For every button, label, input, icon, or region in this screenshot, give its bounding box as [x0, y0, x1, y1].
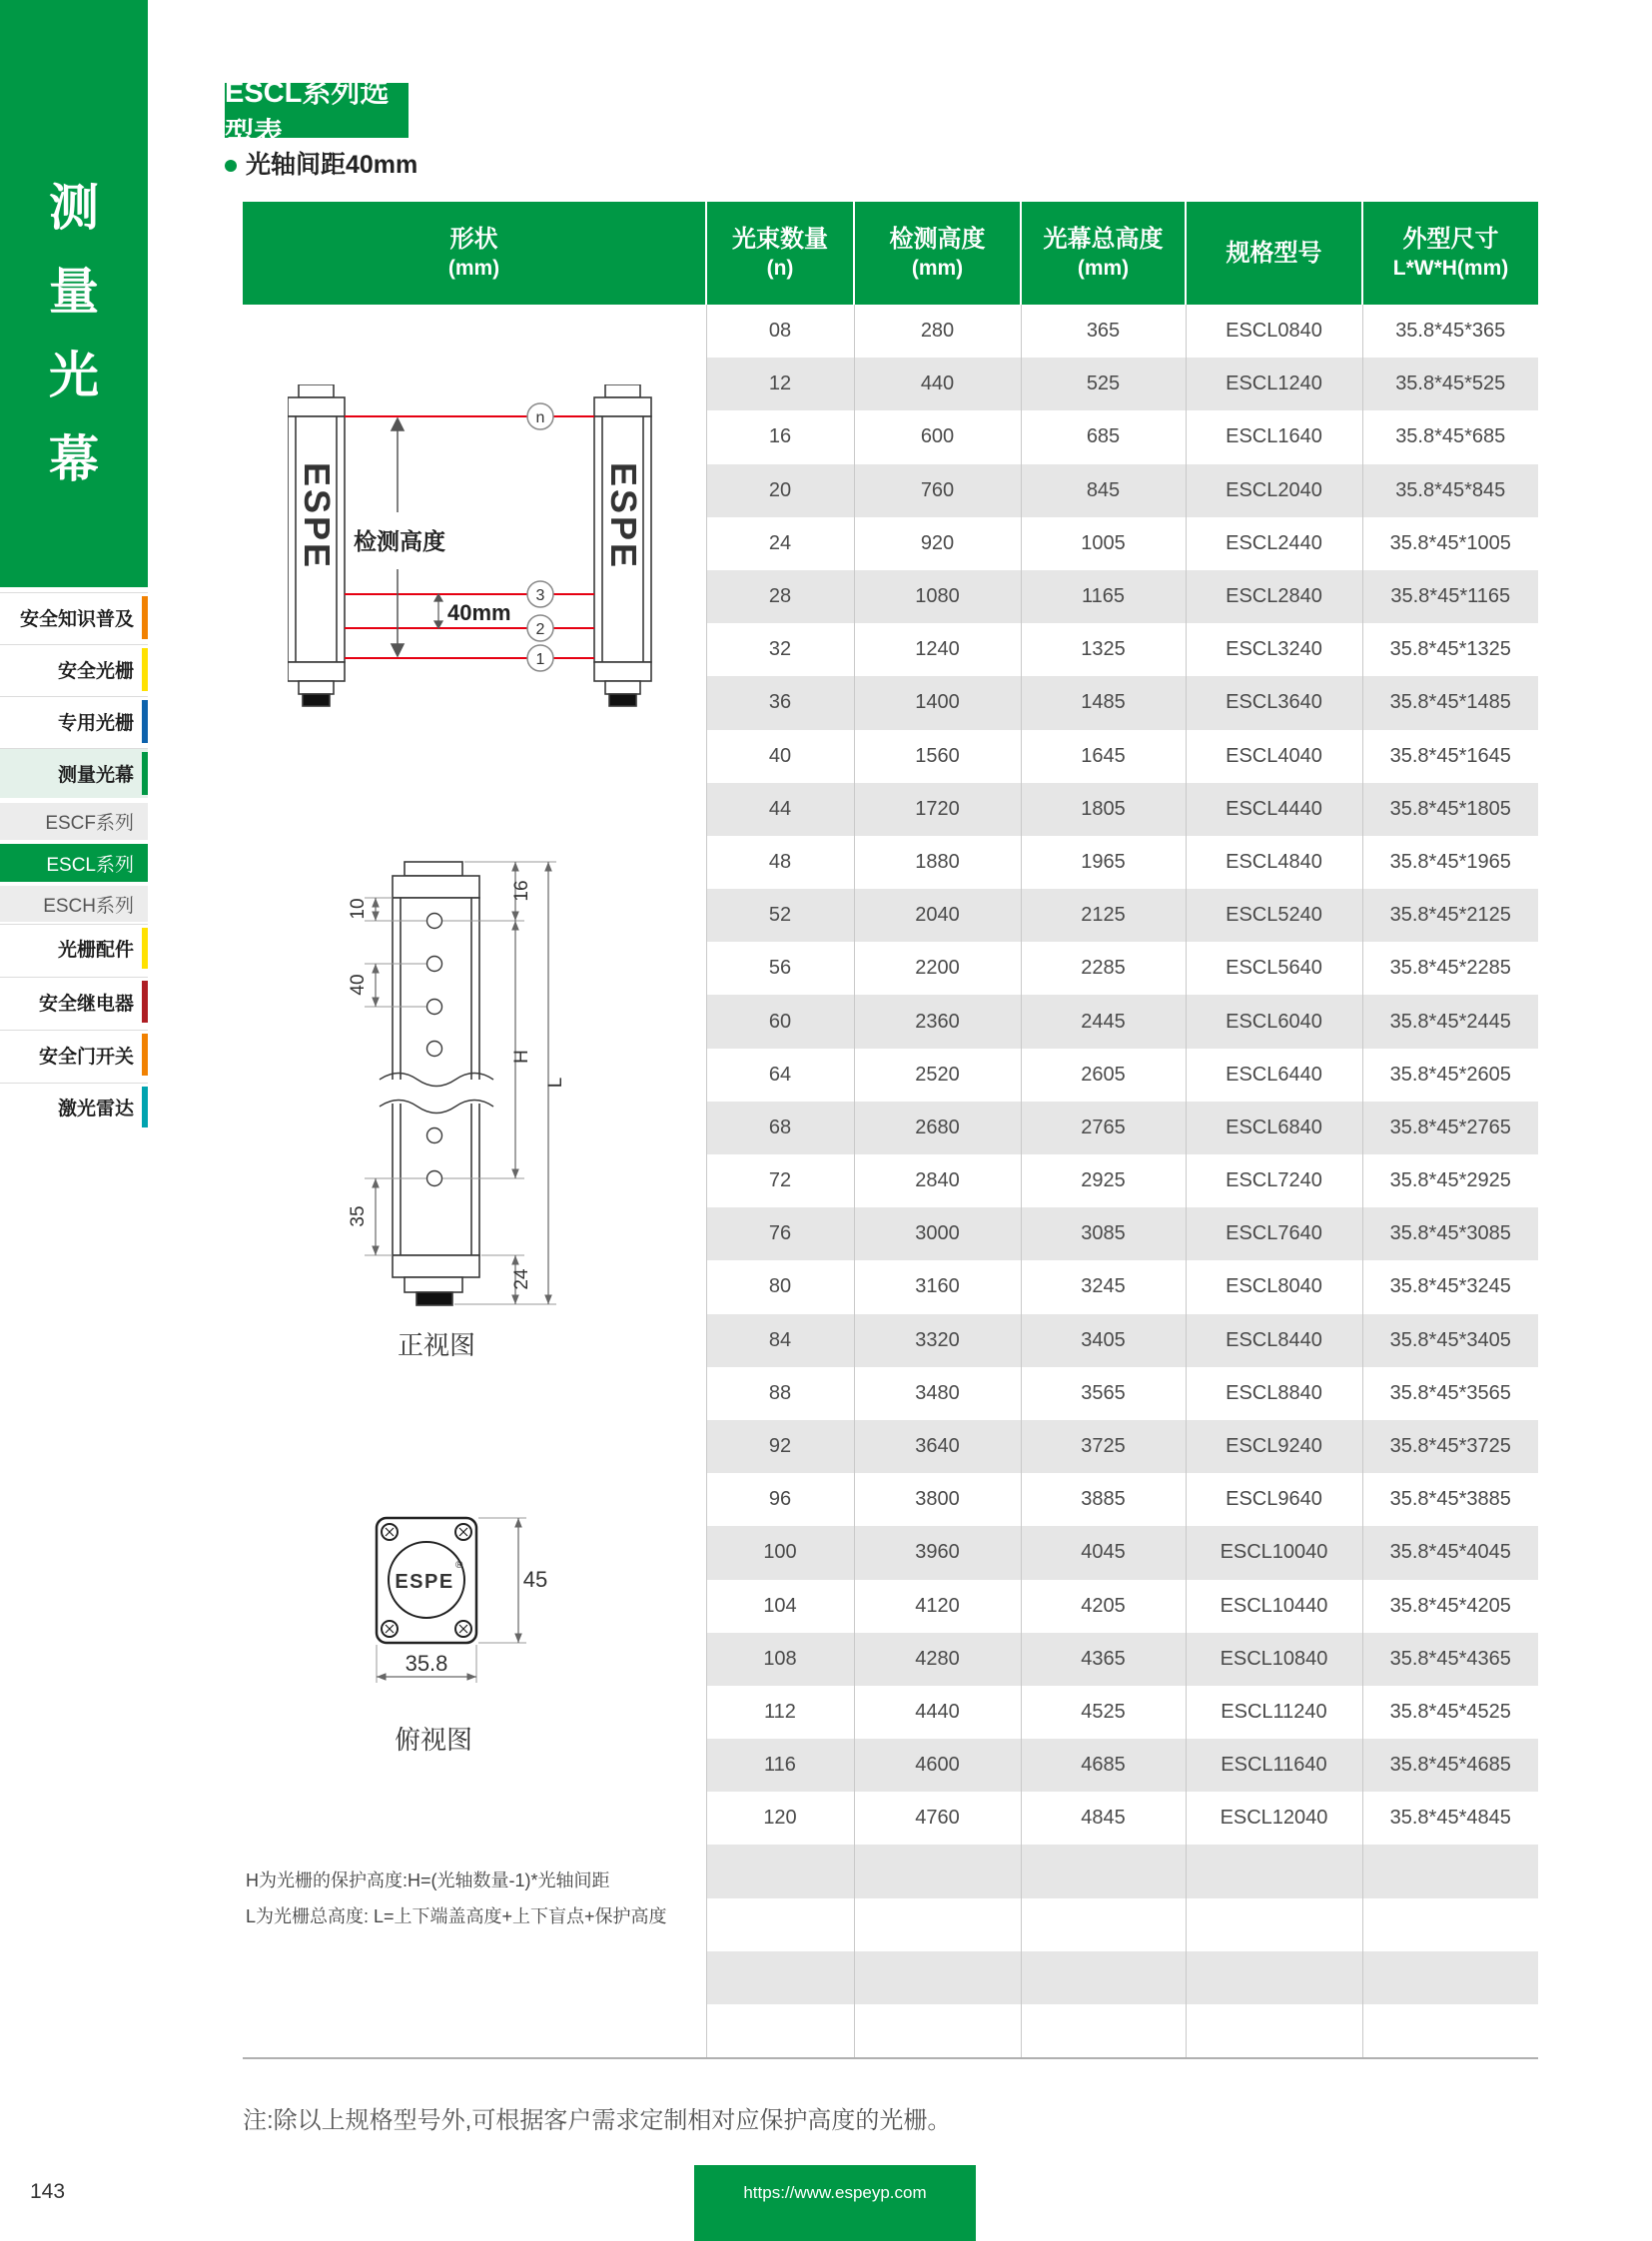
accent-bar: [142, 981, 148, 1023]
table-cell: 35.8*45*1965: [1362, 836, 1538, 889]
table-cell: 35.8*45*2125: [1362, 889, 1538, 942]
table-header-row: [243, 202, 1538, 305]
sidebar-item-光栅配件[interactable]: [0, 924, 148, 972]
table-cell: 35.8*45*845: [1362, 464, 1538, 517]
sidebar-item-激光雷达[interactable]: [0, 1083, 148, 1130]
table-cell: 116: [706, 1739, 854, 1792]
table-cell: [706, 1951, 854, 2004]
table-cell: ESCL4440: [1186, 783, 1362, 836]
table-cell: 4280: [854, 1633, 1021, 1686]
table-cell: 4120: [854, 1580, 1021, 1633]
table-cell: ESCL11240: [1186, 1686, 1362, 1739]
table-cell: ESCL0840: [1186, 305, 1362, 358]
vertical-title-char: 量: [49, 264, 99, 320]
table-cell: [854, 1951, 1021, 2004]
table-cell: 35.8*45*3085: [1362, 1207, 1538, 1260]
table-cell: 2125: [1021, 889, 1186, 942]
table-cell: [706, 1898, 854, 1951]
table-cell: 52: [706, 889, 854, 942]
table-cell: 35.8*45*525: [1362, 358, 1538, 410]
table-cell: 16: [706, 410, 854, 463]
table-cell: 96: [706, 1473, 854, 1526]
note-h: H为光栅的保护高度:H=(光轴数量-1)*光轴间距: [246, 1870, 610, 1890]
table-cell: 35.8*45*2605: [1362, 1049, 1538, 1102]
table-cell: 35.8*45*3245: [1362, 1260, 1538, 1313]
table-cell: ESCL2040: [1186, 464, 1362, 517]
brand-text-right: ESPE: [603, 462, 644, 571]
table-cell: 35.8*45*2445: [1362, 995, 1538, 1048]
table-cell: 3245: [1021, 1260, 1186, 1313]
dim-35-8: 35.8: [405, 1651, 448, 1676]
table-cell: [1362, 1951, 1538, 2004]
table-cell: 35.8*45*365: [1362, 305, 1538, 358]
table-cell: 3085: [1021, 1207, 1186, 1260]
brand-logo-text: ESPE: [395, 1571, 454, 1593]
table-cell: [1186, 1845, 1362, 1897]
selection-table: [243, 202, 1538, 2059]
col-header-model: 规格型号: [1186, 202, 1362, 305]
table-cell: [1362, 1898, 1538, 1951]
table-cell: 88: [706, 1367, 854, 1420]
accent-bar: [142, 1087, 148, 1127]
table-cell: ESCL11640: [1186, 1739, 1362, 1792]
sidebar-item-ESCH系列[interactable]: [0, 886, 148, 922]
front-view-caption: 正视图: [397, 1330, 476, 1360]
sidebar-item-label: ESCH系列: [43, 895, 134, 917]
table-cell: 2200: [854, 942, 1021, 995]
dim-10: 10: [348, 898, 369, 920]
table-cell: 1485: [1021, 676, 1186, 729]
note-l: L为光栅总高度: L=上下端盖高度+上下盲点+保护高度: [246, 1906, 667, 1926]
sidebar-item-label: 安全光栅: [57, 661, 134, 682]
accent-bar: [142, 928, 148, 969]
accent-bar: [142, 752, 148, 795]
dim-35: 35: [348, 1205, 369, 1227]
brand-text-left: ESPE: [297, 462, 338, 571]
table-cell: 44: [706, 783, 854, 836]
col-header-beam-count: 光束数量 (n): [706, 202, 854, 305]
col-header-total-height: 光幕总高度 (mm): [1021, 202, 1186, 305]
table-cell: 80: [706, 1260, 854, 1313]
sidebar-vertical-title: [0, 180, 148, 487]
table-cell: 120: [706, 1792, 854, 1845]
table-cell: 35.8*45*4525: [1362, 1686, 1538, 1739]
sidebar-item-label: 安全门开关: [38, 1046, 134, 1068]
table-cell: 4440: [854, 1686, 1021, 1739]
table-cell: 28: [706, 570, 854, 623]
dim-40: 40: [348, 974, 369, 996]
table-cell: 104: [706, 1580, 854, 1633]
col-header-detection-height: 检测高度 (mm): [854, 202, 1021, 305]
table-cell: [1021, 1898, 1186, 1951]
table-cell: 920: [854, 517, 1021, 570]
pitch-label: 40mm: [447, 600, 511, 625]
table-cell: 2925: [1021, 1154, 1186, 1207]
table-cell: 365: [1021, 305, 1186, 358]
table-cell: 3725: [1021, 1420, 1186, 1473]
table-cell: 64: [706, 1049, 854, 1102]
table-cell: 1965: [1021, 836, 1186, 889]
table-cell: 4365: [1021, 1633, 1186, 1686]
table-cell: [1021, 1951, 1186, 2004]
shape-diagram-cell: [243, 305, 706, 2058]
table-cell: ESCL4040: [1186, 730, 1362, 783]
table-cell: 1165: [1021, 570, 1186, 623]
table-cell: ESCL2440: [1186, 517, 1362, 570]
table-cell: 2360: [854, 995, 1021, 1048]
table-cell: 60: [706, 995, 854, 1048]
dim-45: 45: [522, 1567, 548, 1592]
table-cell: 35.8*45*4685: [1362, 1739, 1538, 1792]
table-cell: ESCL12040: [1186, 1792, 1362, 1845]
table-cell: 24: [706, 517, 854, 570]
sidebar-item-label: 专用光栅: [57, 713, 134, 734]
table-cell: 4600: [854, 1739, 1021, 1792]
table-cell: ESCL5240: [1186, 889, 1362, 942]
website-link[interactable]: https://www.espeyp.com: [743, 2183, 927, 2202]
table-cell: 100: [706, 1526, 854, 1579]
table-cell: ESCL1240: [1186, 358, 1362, 410]
dim-24: 24: [511, 1268, 532, 1290]
table-cell: 3320: [854, 1314, 1021, 1367]
sidebar-item-label: ESCL系列: [46, 854, 134, 876]
table-cell: 4045: [1021, 1526, 1186, 1579]
table-cell: 35.8*45*1805: [1362, 783, 1538, 836]
table-cell: 56: [706, 942, 854, 995]
table-cell: 685: [1021, 410, 1186, 463]
table-cell: ESCL10840: [1186, 1633, 1362, 1686]
table-cell: 35.8*45*4365: [1362, 1633, 1538, 1686]
table-cell: 3800: [854, 1473, 1021, 1526]
table-cell: 3960: [854, 1526, 1021, 1579]
accent-bar: [142, 700, 148, 743]
col-header-dimensions: 外型尺寸 L*W*H(mm): [1362, 202, 1538, 305]
table-cell: 3160: [854, 1260, 1021, 1313]
table-cell: 08: [706, 305, 854, 358]
table-cell: 36: [706, 676, 854, 729]
table-cell: 3405: [1021, 1314, 1186, 1367]
table-cell: ESCL7240: [1186, 1154, 1362, 1207]
page-number: 143: [30, 2180, 66, 2203]
table-cell: 440: [854, 358, 1021, 410]
table-cell: [1186, 2004, 1362, 2058]
table-cell: 32: [706, 623, 854, 676]
table-cell: 112: [706, 1686, 854, 1739]
height-formula-notes: [246, 1863, 705, 1934]
table-cell: 600: [854, 410, 1021, 463]
table-cell: 4525: [1021, 1686, 1186, 1739]
sidebar-item-ESCL系列[interactable]: [0, 844, 148, 882]
table-cell: ESCL3640: [1186, 676, 1362, 729]
table-cell: 525: [1021, 358, 1186, 410]
table-cell: 35.8*45*3405: [1362, 1314, 1538, 1367]
table-cell: ESCL6040: [1186, 995, 1362, 1048]
pitch-dimension: [434, 594, 442, 628]
table-cell: 1240: [854, 623, 1021, 676]
table-cell: ESCL8440: [1186, 1314, 1362, 1367]
table-cell: 2840: [854, 1154, 1021, 1207]
axis-pitch-subtitle: 光轴间距40mm: [246, 151, 418, 179]
sidebar-item-label: ESCF系列: [45, 813, 134, 834]
table-cell: 35.8*45*2765: [1362, 1102, 1538, 1154]
table-cell: ESCL5640: [1186, 942, 1362, 995]
table-cell: 12: [706, 358, 854, 410]
sidebar-item-专用光栅[interactable]: [0, 696, 148, 746]
table-cell: ESCL6840: [1186, 1102, 1362, 1154]
table-cell: 3000: [854, 1207, 1021, 1260]
table-cell: ESCL3240: [1186, 623, 1362, 676]
table-cell: [1186, 1898, 1362, 1951]
vertical-title-char: 光: [49, 348, 99, 403]
sidebar-item-ESCF系列[interactable]: [0, 803, 148, 840]
table-cell: 4685: [1021, 1739, 1186, 1792]
table-cell: 1005: [1021, 517, 1186, 570]
table-cell: 2605: [1021, 1049, 1186, 1102]
accent-bar: [142, 1034, 148, 1076]
table-cell: 3565: [1021, 1367, 1186, 1420]
table-cell: 2680: [854, 1102, 1021, 1154]
dim-L: L: [545, 1077, 566, 1089]
accent-bar: [142, 596, 148, 639]
table-cell: 48: [706, 836, 854, 889]
table-cell: 35.8*45*1005: [1362, 517, 1538, 570]
table-cell: 1805: [1021, 783, 1186, 836]
sidebar-item-label: 光栅配件: [57, 940, 134, 961]
table-cell: 1560: [854, 730, 1021, 783]
svg-text:n: n: [535, 409, 545, 426]
table-cell: 1880: [854, 836, 1021, 889]
sidebar-item-label: 激光雷达: [57, 1099, 134, 1120]
table-cell: 35.8*45*3565: [1362, 1367, 1538, 1420]
table-cell: 4845: [1021, 1792, 1186, 1845]
table-cell: ESCL7640: [1186, 1207, 1362, 1260]
top-view-caption: 俯视图: [394, 1725, 473, 1755]
table-cell: [706, 1845, 854, 1897]
sidebar-item-安全门开关[interactable]: [0, 1030, 148, 1079]
table-cell: [1021, 1845, 1186, 1897]
table-cell: [1362, 1845, 1538, 1897]
table-cell: ESCL1640: [1186, 410, 1362, 463]
table-cell: 35.8*45*4045: [1362, 1526, 1538, 1579]
reg-mark: ®: [455, 1560, 463, 1571]
custom-order-note: 注:除以上规格型号外,可根据客户需求定制相对应保护高度的光栅。: [243, 2107, 952, 2134]
table-cell: 1720: [854, 783, 1021, 836]
table-cell: ESCL8040: [1186, 1260, 1362, 1313]
table-cell: 84: [706, 1314, 854, 1367]
vertical-title-char: 幕: [49, 431, 99, 487]
table-cell: 35.8*45*3885: [1362, 1473, 1538, 1526]
footer-banner: [694, 2165, 976, 2241]
table-cell: 35.8*45*1485: [1362, 676, 1538, 729]
table-cell: 760: [854, 464, 1021, 517]
table-cell: 35.8*45*1645: [1362, 730, 1538, 783]
table-cell: 4760: [854, 1792, 1021, 1845]
table-cell: 35.8*45*2925: [1362, 1154, 1538, 1207]
table-cell: ESCL9640: [1186, 1473, 1362, 1526]
table-cell: [706, 2004, 854, 2058]
table-cell: 2285: [1021, 942, 1186, 995]
table-cell: 280: [854, 305, 1021, 358]
table-cell: 76: [706, 1207, 854, 1260]
sidebar-item-label: 安全知识普及: [19, 609, 134, 630]
table-cell: ESCL4840: [1186, 836, 1362, 889]
table-cell: 92: [706, 1420, 854, 1473]
table-row: [243, 305, 1538, 358]
bullet-dot-icon: [225, 160, 237, 172]
sidebar-item-测量光幕[interactable]: [0, 748, 148, 798]
table-cell: ESCL2840: [1186, 570, 1362, 623]
table-cell: 35.8*45*685: [1362, 410, 1538, 463]
accent-bar: [142, 648, 148, 691]
vertical-title-char: 测: [49, 180, 99, 236]
table-cell: 1325: [1021, 623, 1186, 676]
table-cell: ESCL9240: [1186, 1420, 1362, 1473]
sidebar-item-安全知识普及[interactable]: [0, 592, 148, 642]
table-cell: 35.8*45*2285: [1362, 942, 1538, 995]
table-cell: 3640: [854, 1420, 1021, 1473]
dim-16: 16: [511, 880, 532, 902]
svg-text:3: 3: [535, 587, 545, 604]
table-cell: 35.8*45*4845: [1362, 1792, 1538, 1845]
table-cell: 2445: [1021, 995, 1186, 1048]
table-cell: 3480: [854, 1367, 1021, 1420]
top-view-diagram: [355, 1503, 574, 1758]
dim-H: H: [511, 1050, 532, 1064]
table-cell: 20: [706, 464, 854, 517]
table-cell: 845: [1021, 464, 1186, 517]
table-cell: 35.8*45*3725: [1362, 1420, 1538, 1473]
table-cell: 35.8*45*1325: [1362, 623, 1538, 676]
table-cell: ESCL8840: [1186, 1367, 1362, 1420]
section-title-badge: ESCL系列选型表: [225, 83, 409, 138]
table-cell: 1400: [854, 676, 1021, 729]
table-cell: 4205: [1021, 1580, 1186, 1633]
table-cell: [1021, 2004, 1186, 2058]
beam-arrangement-diagram: [288, 384, 657, 724]
sidebar-item-label: 安全继电器: [38, 993, 134, 1015]
svg-text:2: 2: [535, 621, 545, 638]
detection-height-label: 检测高度: [354, 528, 445, 554]
table-cell: 1080: [854, 570, 1021, 623]
table-cell: 68: [706, 1102, 854, 1154]
table-cell: 2520: [854, 1049, 1021, 1102]
col-header-shape: 形状 (mm): [243, 202, 706, 305]
table-cell: ESCL10040: [1186, 1526, 1362, 1579]
table-cell: 2040: [854, 889, 1021, 942]
table-cell: [1362, 2004, 1538, 2058]
table-cell: ESCL10440: [1186, 1580, 1362, 1633]
table-cell: [854, 1898, 1021, 1951]
table-cell: 1645: [1021, 730, 1186, 783]
sidebar-item-安全光栅[interactable]: [0, 644, 148, 694]
front-view-diagram: [330, 857, 579, 1361]
table-cell: 3885: [1021, 1473, 1186, 1526]
svg-text:1: 1: [535, 651, 545, 668]
table-cell: ESCL6440: [1186, 1049, 1362, 1102]
table-cell: 108: [706, 1633, 854, 1686]
sidebar-item-label: 测量光幕: [57, 765, 134, 786]
table-cell: 35.8*45*1165: [1362, 570, 1538, 623]
table-cell: 40: [706, 730, 854, 783]
table-cell: [854, 1845, 1021, 1897]
table-cell: [854, 2004, 1021, 2058]
table-cell: 35.8*45*4205: [1362, 1580, 1538, 1633]
table-cell: 2765: [1021, 1102, 1186, 1154]
table-cell: 72: [706, 1154, 854, 1207]
sidebar-item-安全继电器[interactable]: [0, 977, 148, 1026]
table-cell: [1186, 1951, 1362, 2004]
